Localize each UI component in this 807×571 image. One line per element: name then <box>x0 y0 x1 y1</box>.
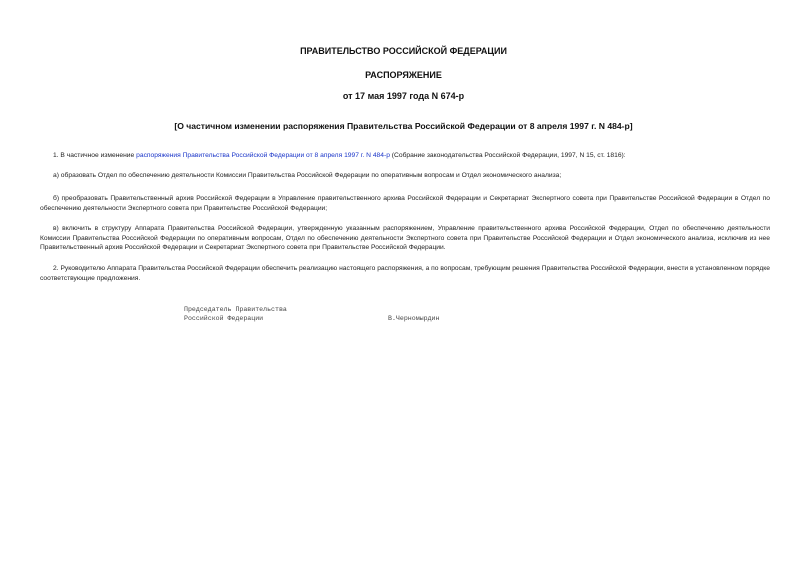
document-date-number: от 17 мая 1997 года N 674-р <box>342 91 465 101</box>
paragraph-1 <box>40 151 770 161</box>
paragraph-1-after: (Собрание законодательства Российской Федерации, 1997, N 15, ст. 1816): <box>389 152 626 159</box>
referenced-order-link[interactable]: распоряжения Правительства Российской Федерации от 8 апреля 1997 г. N 484-р <box>136 152 390 159</box>
signatory-name: В.Черномырдин <box>388 315 440 322</box>
signatory-position-line-1: Председатель Правительства <box>184 306 287 313</box>
government-heading: ПРАВИТЕЛЬСТВО РОССИЙСКОЙ ФЕДЕРАЦИИ <box>300 46 507 56</box>
document-subject: [О частичном изменении распоряжения Правительства Российской Федерации от 8 апреля 1997 г. N 484-р] <box>174 121 633 131</box>
paragraph-1-before: 1. В частичное изменение <box>53 152 137 159</box>
document-type-heading: РАСПОРЯЖЕНИЕ <box>365 70 442 80</box>
paragraph-2: 2. Руководителю Аппарата Правительства Российской Федерации обеспечить реализацию настоящего распоряжения, а по вопросам, требующим решения Правительства Российской Федерации, внести в установленном порядке соответствующие предложения. <box>40 265 770 282</box>
paragraph-item-c: в) включить в структуру Аппарата Правительства Российской Федерации, утвержденную указанным распоряжением, Управление правительственного архива Российской Федерации, Отдел по обеспечению деятельности Комиссии Правительства Российской Федерации по оперативным вопросам, Отдел по обеспечению деятельности Экспертного совета при Правительстве Российской Федерации и Отдел экономического анализа, исключив из нее Правительственный архив Российской Федерации и Секретариат Экспертного совета при Правительстве Российской Федерации. <box>40 225 770 252</box>
paragraph-item-b: б) преобразовать Правительственный архив Российской Федерации в Управление правительственного архива Российской Федерации и Секретариат Экспертного совета при Правительстве Российской Федерации в Отдел по обеспечению деятельности Экспертного совета при Правительстве Российской Федерации; <box>40 195 770 212</box>
signatory-position-line-2: Российской Федерации <box>184 315 264 322</box>
paragraph-item-a: а) образовать Отдел по обеспечению деятельности Комиссии Правительства Российской Федерации по оперативным вопросам и Отдел экономического анализа; <box>53 172 562 179</box>
